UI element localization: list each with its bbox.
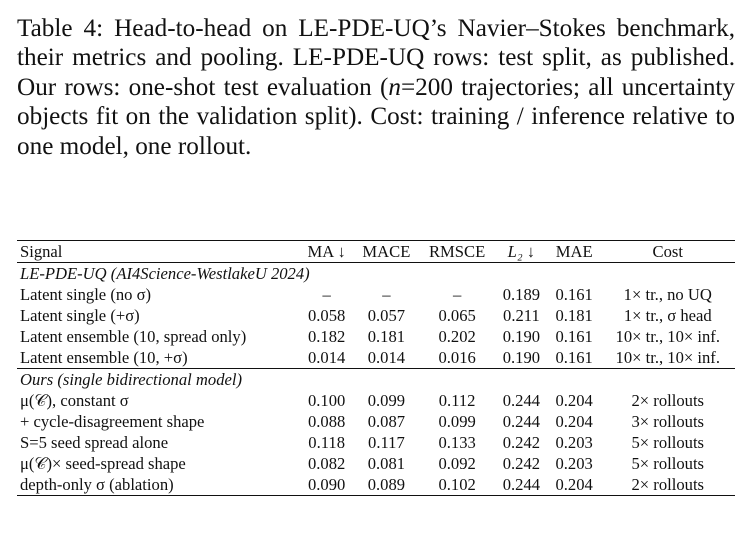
header-rmsce: RMSCE [428, 242, 486, 261]
cell-rmsce: 0.016 [438, 348, 476, 367]
table-row [17, 453, 735, 474]
cell-mae: 0.181 [555, 306, 593, 325]
cell-rmsce: 0.202 [438, 327, 476, 346]
cell-ma: 0.014 [307, 348, 346, 367]
cell-rmsce: 0.112 [438, 391, 476, 410]
header-cost: Cost [652, 242, 683, 261]
cell-mace: 0.014 [367, 348, 406, 367]
group-title-row [17, 263, 735, 285]
cell-rmsce: 0.065 [438, 306, 476, 325]
cell-cost: 10× tr., 10× inf. [615, 327, 720, 346]
caption-text-1: Head-to-head on LE-PDE-UQ’s Navier–Stokes benchmark, their metrics and pooling. LE-PDE-UQ rows: test split, as published. Our rows: one-shot test evaluation ( [17, 15, 735, 101]
cell-signal: μ(𝒞)× seed-spread shape [20, 454, 186, 473]
cell-ma: 0.058 [307, 306, 346, 325]
cell-signal: Latent single (no σ) [20, 285, 152, 304]
cell-signal: S=5 seed spread alone [20, 433, 169, 452]
cell-l2: 0.244 [502, 391, 541, 410]
header-signal: Signal [20, 242, 63, 261]
cell-ma: – [322, 285, 331, 304]
cell-mae: 0.204 [555, 475, 593, 494]
table-row [17, 474, 735, 496]
cell-ma: 0.090 [307, 475, 346, 494]
cell-ma: 0.100 [307, 391, 346, 410]
group-title-row [17, 369, 735, 391]
cell-mae: 0.204 [555, 412, 593, 431]
cell-l2: 0.189 [502, 285, 541, 304]
table-row [17, 284, 735, 305]
cell-mace: 0.057 [367, 306, 406, 325]
header-ma: MA ↓ [307, 242, 346, 261]
results-table [17, 240, 735, 496]
caption-label: Table 4: [17, 15, 104, 42]
table-row [17, 347, 735, 369]
table-row [17, 326, 735, 347]
caption-n-variable: n [388, 73, 401, 101]
cell-cost: 1× tr., no UQ [623, 285, 712, 304]
header-mae: MAE [555, 242, 593, 261]
group1-title: LE-PDE-UQ (AI4Science-WestlakeU 2024) [20, 264, 310, 283]
header-l2: L₂ ↓ [507, 242, 536, 261]
cell-l2: 0.190 [502, 348, 541, 367]
cell-l2: 0.242 [502, 454, 541, 473]
cell-cost: 5× rollouts [631, 433, 705, 452]
cell-cost: 3× rollouts [631, 412, 705, 431]
cell-ma: 0.182 [307, 327, 346, 346]
cell-l2: 0.190 [502, 327, 541, 346]
table-caption [17, 14, 735, 161]
cell-mace: 0.089 [367, 475, 406, 494]
cell-mae: 0.161 [555, 327, 593, 346]
cell-mace: – [382, 285, 391, 304]
table-row [17, 390, 735, 411]
cell-mace: 0.087 [367, 412, 406, 431]
cell-ma: 0.082 [307, 454, 346, 473]
cell-ma: 0.088 [307, 412, 346, 431]
cell-signal: μ(𝒞), constant σ [20, 391, 129, 410]
cell-rmsce: 0.099 [438, 412, 476, 431]
table-row [17, 411, 735, 432]
cell-mace: 0.181 [367, 327, 406, 346]
cell-signal: Latent ensemble (10, +σ) [20, 348, 188, 367]
table-row [17, 432, 735, 453]
cell-mae: 0.203 [555, 433, 593, 452]
header-row [17, 241, 735, 263]
cell-l2: 0.244 [502, 412, 541, 431]
cell-mae: 0.161 [555, 285, 593, 304]
group2-title: Ours (single bidirectional model) [20, 370, 242, 389]
cell-cost: 1× tr., σ head [623, 306, 712, 325]
cell-cost: 2× rollouts [631, 391, 705, 410]
cell-signal: Latent single (+σ) [20, 306, 140, 325]
cell-l2: 0.242 [502, 433, 541, 452]
cell-cost: 2× rollouts [631, 475, 705, 494]
cell-mae: 0.204 [555, 391, 593, 410]
cell-cost: 5× rollouts [631, 454, 705, 473]
cell-cost: 10× tr., 10× inf. [615, 348, 720, 367]
cell-rmsce: 0.133 [438, 433, 476, 452]
cell-l2: 0.244 [502, 475, 541, 494]
header-mace: MACE [362, 242, 411, 261]
cell-rmsce: 0.092 [438, 454, 476, 473]
cell-mae: 0.203 [555, 454, 593, 473]
cell-signal: + cycle-disagreement shape [20, 412, 205, 431]
cell-ma: 0.118 [308, 433, 345, 452]
cell-l2: 0.211 [503, 306, 540, 325]
cell-rmsce: – [452, 285, 462, 304]
cell-signal: Latent ensemble (10, spread only) [20, 327, 247, 346]
cell-mace: 0.099 [367, 391, 406, 410]
cell-signal: depth-only σ (ablation) [20, 475, 174, 494]
cell-mae: 0.161 [555, 348, 593, 367]
cell-rmsce: 0.102 [438, 475, 476, 494]
cell-mace: 0.117 [368, 433, 405, 452]
cell-mace: 0.081 [367, 454, 406, 473]
table-row [17, 305, 735, 326]
caption-text-2: =200 trajectories; all uncertainty objects fit on the validation split). Cost: training / inference relative to one model, one rollout. [17, 73, 736, 160]
